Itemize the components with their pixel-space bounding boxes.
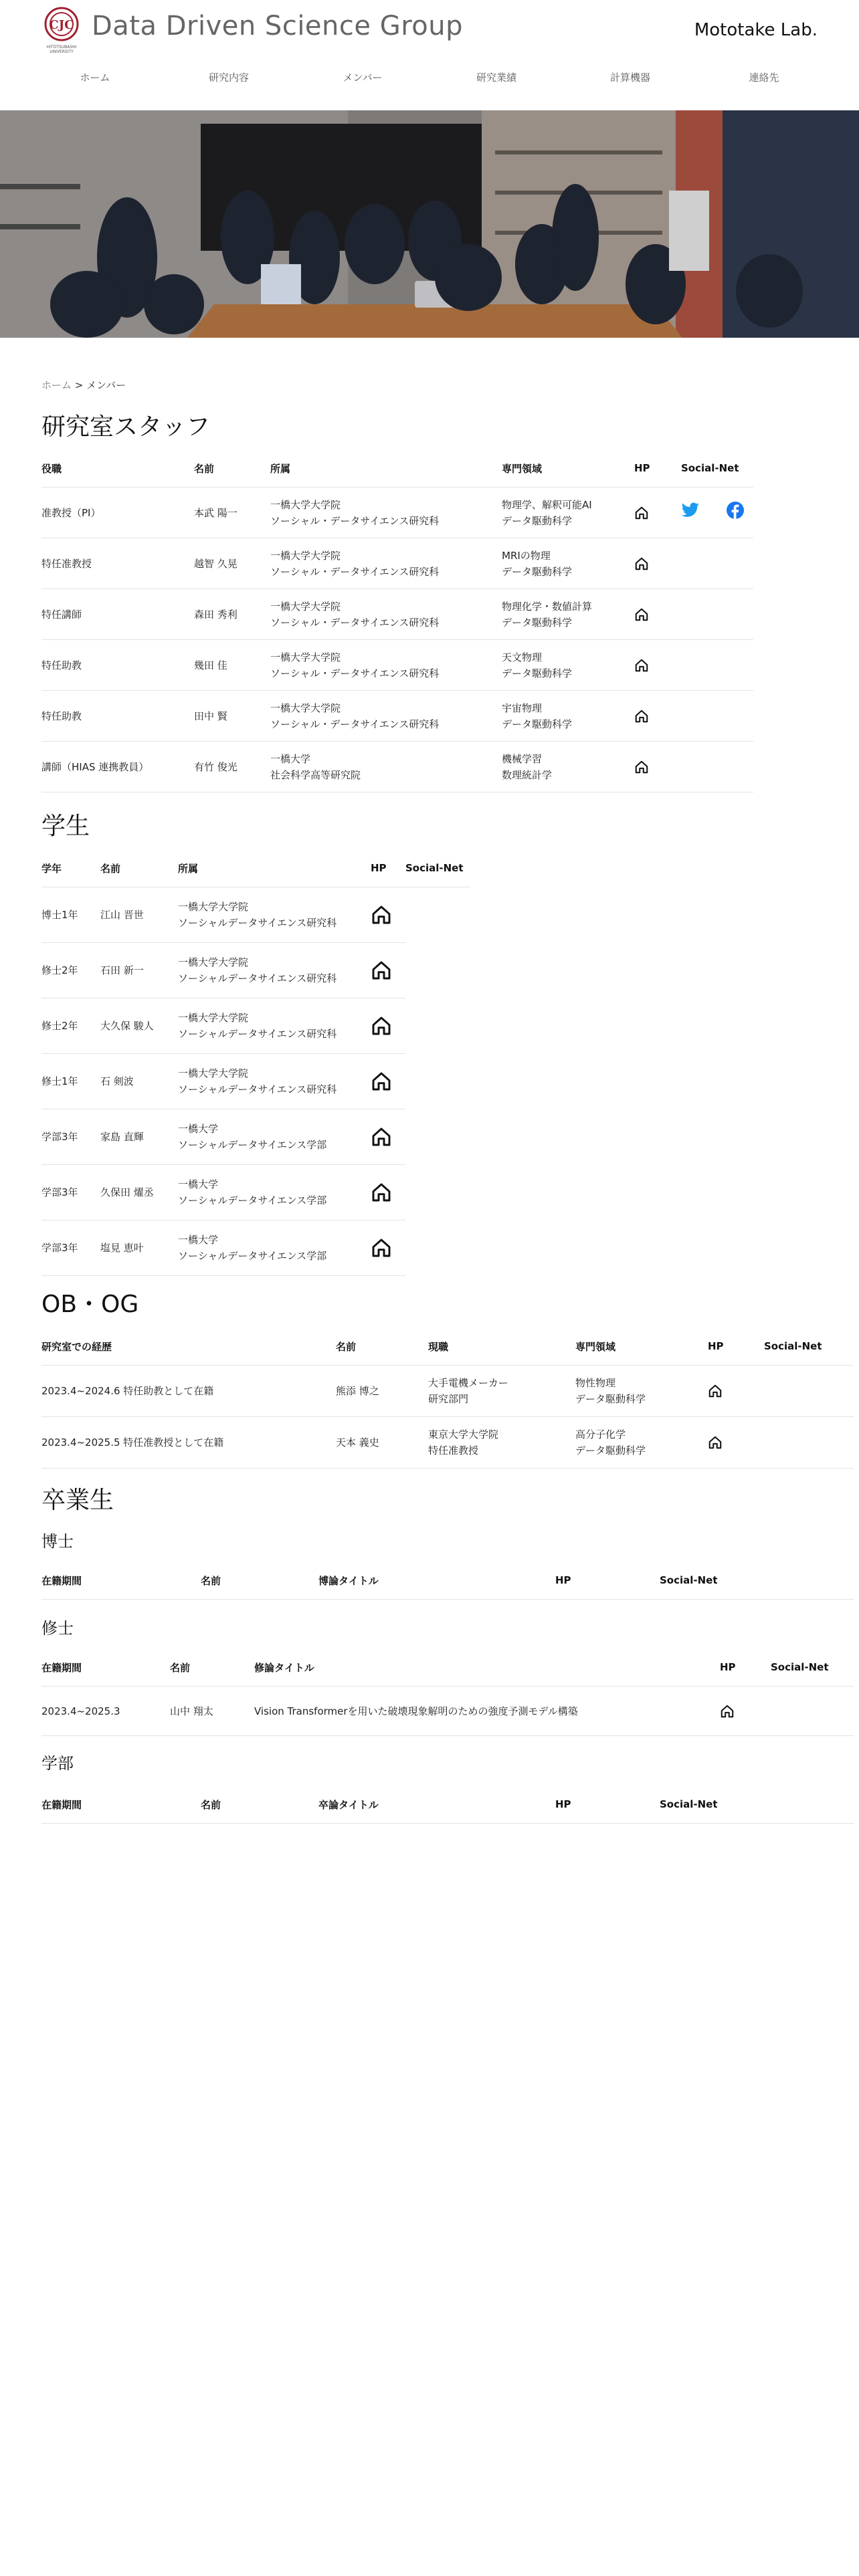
student-affiliation [178, 1054, 371, 1109]
staff-affiliation-line2: 社会科学高等研究院 [270, 768, 361, 781]
students-header-name: 名前 [100, 849, 178, 887]
master-header-period: 在籍期間 [41, 1648, 170, 1687]
student-name: 久保田 燿丞 [100, 1165, 178, 1220]
staff-field-line1: 物理学、解釈可能AI [502, 498, 592, 511]
breadcrumb [41, 378, 126, 392]
staff-field-line2: データ駆動科学 [502, 718, 573, 730]
staff-header-name: 名前 [194, 449, 270, 488]
staff-field-line1: 物理化学・数値計算 [502, 600, 593, 613]
staff-field-line2: データ駆動科学 [502, 514, 573, 527]
student-affiliation-line1: 一橋大学 [178, 1234, 219, 1246]
staff-field-line1: MRIの物理 [502, 549, 551, 562]
student-affiliation-line2: ソーシャルデータサイエンス研究科 [178, 1083, 337, 1095]
student-affiliation [178, 943, 371, 998]
obog-header-social: Social-Net [764, 1327, 854, 1366]
svg-text:CJC: CJC [49, 18, 74, 32]
bachelor-header-name: 名前 [201, 1786, 318, 1824]
students-header-grade: 学年 [41, 849, 100, 887]
breadcrumb-current: メンバー [86, 379, 126, 391]
homepage-icon[interactable] [371, 1071, 400, 1092]
student-row [41, 887, 470, 943]
staff-table [41, 449, 753, 792]
staff-affiliation-line2: ソーシャル・データサイエンス研究科 [270, 565, 440, 578]
student-affiliation-line1: 一橋大学 [178, 1178, 219, 1190]
student-affiliation-line2: ソーシャルデータサイエンス研究科 [178, 917, 337, 929]
svg-text:HITOTSUBASHI: HITOTSUBASHI [46, 45, 77, 49]
student-row [41, 943, 470, 998]
obog-row [41, 1366, 854, 1417]
student-row [41, 1165, 470, 1220]
student-name: 江山 晋世 [100, 887, 178, 943]
bachelor-header-period: 在籍期間 [41, 1786, 201, 1824]
homepage-icon[interactable] [634, 506, 676, 520]
obog-header-name: 名前 [336, 1327, 428, 1366]
students-header-hp: HP [371, 849, 405, 887]
staff-field [502, 538, 634, 589]
obog-career: 2023.4~2024.6 特任助教として在籍 [41, 1366, 336, 1417]
homepage-icon[interactable] [634, 658, 676, 673]
homepage-icon[interactable] [371, 904, 400, 926]
student-affiliation [178, 887, 371, 943]
bachelor-header-hp: HP [555, 1786, 660, 1824]
staff-name: 越智 久晃 [194, 538, 270, 589]
master-header-thesis: 修論タイトル [254, 1648, 720, 1687]
staff-header-affiliation: 所属 [270, 449, 502, 488]
graduates-bachelor-title: 学部 [41, 1754, 74, 1773]
staff-affiliation [270, 538, 502, 589]
doctor-header-name: 名前 [201, 1562, 318, 1600]
site-title[interactable]: Data Driven Science Group [92, 11, 463, 41]
staff-header-social: Social-Net [681, 449, 753, 488]
homepage-icon[interactable] [634, 760, 676, 774]
staff-role: 准教授（PI） [41, 488, 194, 538]
staff-affiliation-line1: 一橋大学大学院 [270, 549, 341, 562]
staff-row [41, 691, 753, 742]
nav-publications[interactable]: 研究業績 [476, 72, 516, 84]
homepage-icon[interactable] [634, 556, 676, 571]
bachelor-table [41, 1786, 854, 1824]
nav-computing[interactable]: 計算機器 [609, 72, 650, 84]
obog-field [575, 1417, 708, 1469]
nav-contact[interactable]: 連絡先 [749, 72, 779, 84]
master-name: 山中 翔太 [170, 1687, 254, 1736]
student-grade: 学部3年 [41, 1165, 100, 1220]
staff-header-hp: HP [634, 449, 681, 488]
obog-row [41, 1417, 854, 1469]
homepage-icon[interactable] [720, 1704, 765, 1719]
student-row [41, 998, 470, 1054]
nav-home[interactable]: ホーム [80, 72, 110, 84]
student-affiliation [178, 1165, 371, 1220]
homepage-icon[interactable] [634, 709, 676, 724]
breadcrumb-home[interactable]: ホーム [41, 379, 72, 391]
staff-affiliation-line1: 一橋大学大学院 [270, 702, 341, 714]
student-grade: 修士2年 [41, 998, 100, 1054]
staff-affiliation-line1: 一橋大学大学院 [270, 600, 341, 613]
staff-affiliation-line2: ソーシャル・データサイエンス研究科 [270, 514, 440, 527]
student-affiliation-line1: 一橋大学大学院 [178, 956, 249, 968]
staff-name: 幾田 佳 [194, 640, 270, 691]
student-affiliation-line1: 一橋大学大学院 [178, 1067, 249, 1079]
staff-field-line2: 数理統計学 [502, 768, 553, 781]
obog-position-line1: 東京大学大学院 [428, 1428, 499, 1440]
staff-name: 有竹 俊光 [194, 742, 270, 792]
obog-section-title: OB・OG [41, 1291, 139, 1318]
master-period: 2023.4~2025.3 [41, 1687, 170, 1736]
doctor-header-thesis: 博論タイトル [318, 1562, 555, 1600]
lab-name[interactable]: Mototake Lab. [694, 20, 818, 40]
nav-research[interactable]: 研究内容 [208, 72, 249, 84]
student-affiliation-line1: 一橋大学大学院 [178, 1012, 249, 1024]
obog-position-line1: 大手電機メーカー [428, 1377, 508, 1389]
obog-name: 天本 義史 [336, 1417, 428, 1469]
students-table [41, 849, 470, 1276]
doctor-header-social: Social-Net [660, 1562, 854, 1600]
student-row [41, 1220, 470, 1276]
master-row [41, 1687, 854, 1736]
obog-career: 2023.4~2025.5 特任准教授として在籍 [41, 1417, 336, 1469]
obog-header-field: 専門領域 [575, 1327, 708, 1366]
staff-affiliation [270, 640, 502, 691]
bachelor-header-thesis: 卒論タイトル [318, 1786, 555, 1824]
facebook-icon[interactable] [727, 502, 744, 524]
student-grade: 博士1年 [41, 887, 100, 943]
students-header-social: Social-Net [405, 849, 470, 887]
staff-row [41, 742, 753, 792]
obog-field [575, 1366, 708, 1417]
staff-affiliation-line2: ソーシャル・データサイエンス研究科 [270, 616, 440, 629]
staff-affiliation [270, 691, 502, 742]
staff-name: 田中 賢 [194, 691, 270, 742]
obog-position-line2: 研究部門 [428, 1393, 469, 1405]
breadcrumb-separator: > [74, 379, 84, 391]
students-section-title: 学生 [41, 813, 90, 840]
staff-section-title: 研究室スタッフ [41, 413, 211, 441]
student-name: 家島 直輝 [100, 1109, 178, 1165]
student-affiliation [178, 1109, 371, 1165]
hero-group-photo [0, 110, 859, 338]
bachelor-header-social: Social-Net [660, 1786, 854, 1824]
homepage-icon[interactable] [371, 960, 400, 981]
student-affiliation-line2: ソーシャルデータサイエンス研究科 [178, 1028, 337, 1040]
homepage-icon[interactable] [371, 1237, 400, 1259]
staff-header-field: 専門領域 [502, 449, 634, 488]
obog-position [428, 1366, 575, 1417]
student-affiliation-line2: ソーシャルデータサイエンス学部 [178, 1139, 327, 1151]
staff-role: 特任准教授 [41, 538, 194, 589]
student-affiliation [178, 1220, 371, 1276]
staff-field-line2: データ駆動科学 [502, 667, 573, 679]
student-grade: 修士2年 [41, 943, 100, 998]
staff-row [41, 640, 753, 691]
staff-affiliation-line2: ソーシャル・データサイエンス研究科 [270, 718, 440, 730]
staff-role: 特任講師 [41, 589, 194, 640]
obog-field-line2: データ駆動科学 [575, 1393, 646, 1405]
student-row [41, 1054, 470, 1109]
graduates-master-title: 修士 [41, 1619, 74, 1638]
staff-row [41, 589, 753, 640]
obog-header-hp: HP [708, 1327, 764, 1366]
students-header-affiliation: 所属 [178, 849, 371, 887]
staff-field-line1: 機械学習 [502, 752, 543, 765]
doctor-header-period: 在籍期間 [41, 1562, 201, 1600]
staff-affiliation-line1: 一橋大学 [270, 752, 311, 765]
obog-position-line2: 特任准教授 [428, 1444, 479, 1457]
master-table [41, 1648, 854, 1736]
obog-field-line1: 高分子化学 [575, 1428, 626, 1440]
obog-field-line1: 物性物理 [575, 1377, 616, 1389]
staff-affiliation [270, 742, 502, 792]
nav-members[interactable]: メンバー [343, 72, 383, 84]
doctor-table [41, 1562, 854, 1600]
master-thesis: Vision Transformerを用いた破壊現象解明のための強度予測モデル構築 [254, 1687, 720, 1736]
staff-row [41, 538, 753, 589]
student-name: 石田 新一 [100, 943, 178, 998]
staff-role: 特任助教 [41, 691, 194, 742]
doctor-header-hp: HP [555, 1562, 660, 1600]
staff-field [502, 589, 634, 640]
homepage-icon[interactable] [708, 1384, 759, 1398]
student-affiliation-line2: ソーシャルデータサイエンス学部 [178, 1250, 327, 1262]
staff-role: 特任助教 [41, 640, 194, 691]
student-row [41, 1109, 470, 1165]
student-affiliation-line2: ソーシャルデータサイエンス学部 [178, 1194, 327, 1206]
master-header-hp: HP [720, 1648, 771, 1687]
university-logo[interactable] [41, 5, 82, 53]
svg-text:UNIVERSITY: UNIVERSITY [50, 49, 74, 53]
main-nav [41, 70, 818, 90]
graduates-doctor-title: 博士 [41, 1532, 74, 1551]
staff-affiliation-line1: 一橋大学大学院 [270, 651, 341, 663]
staff-field [502, 640, 634, 691]
student-affiliation-line1: 一橋大学大学院 [178, 901, 249, 913]
obog-table [41, 1327, 854, 1469]
student-affiliation-line1: 一橋大学 [178, 1123, 219, 1135]
staff-name: 本武 陽一 [194, 488, 270, 538]
obog-header-career: 研究室での経歴 [41, 1327, 336, 1366]
homepage-icon[interactable] [634, 607, 676, 622]
obog-name: 熊添 博之 [336, 1366, 428, 1417]
obog-field-line2: データ駆動科学 [575, 1444, 646, 1457]
staff-field [502, 488, 634, 538]
staff-field [502, 691, 634, 742]
student-grade: 修士1年 [41, 1054, 100, 1109]
staff-field-line2: データ駆動科学 [502, 616, 573, 629]
staff-affiliation-line2: ソーシャル・データサイエンス研究科 [270, 667, 440, 679]
staff-field [502, 742, 634, 792]
homepage-icon[interactable] [371, 1182, 400, 1203]
student-name: 大久保 駿人 [100, 998, 178, 1054]
graduates-section-title: 卒業生 [41, 1487, 114, 1514]
staff-role: 講師（HIAS 連携教員） [41, 742, 194, 792]
staff-field-line2: データ駆動科学 [502, 565, 573, 578]
staff-affiliation-line1: 一橋大学大学院 [270, 498, 341, 511]
homepage-icon[interactable] [708, 1435, 759, 1450]
staff-field-line1: 天文物理 [502, 651, 543, 663]
obog-header-position: 現職 [428, 1327, 575, 1366]
staff-name: 森田 秀利 [194, 589, 270, 640]
homepage-icon[interactable] [371, 1015, 400, 1037]
staff-affiliation [270, 488, 502, 538]
student-grade: 学部3年 [41, 1220, 100, 1276]
staff-header-role: 役職 [41, 449, 194, 488]
site-header [0, 0, 859, 110]
twitter-icon[interactable] [681, 502, 700, 523]
student-affiliation-line2: ソーシャルデータサイエンス研究科 [178, 972, 337, 984]
homepage-icon[interactable] [371, 1126, 400, 1148]
obog-position [428, 1417, 575, 1469]
student-grade: 学部3年 [41, 1109, 100, 1165]
staff-affiliation [270, 589, 502, 640]
staff-row [41, 488, 753, 538]
staff-field-line1: 宇宙物理 [502, 702, 543, 714]
master-header-name: 名前 [170, 1648, 254, 1687]
student-name: 塩見 恵叶 [100, 1220, 178, 1276]
student-name: 石 剣波 [100, 1054, 178, 1109]
student-affiliation [178, 998, 371, 1054]
master-header-social: Social-Net [771, 1648, 854, 1687]
